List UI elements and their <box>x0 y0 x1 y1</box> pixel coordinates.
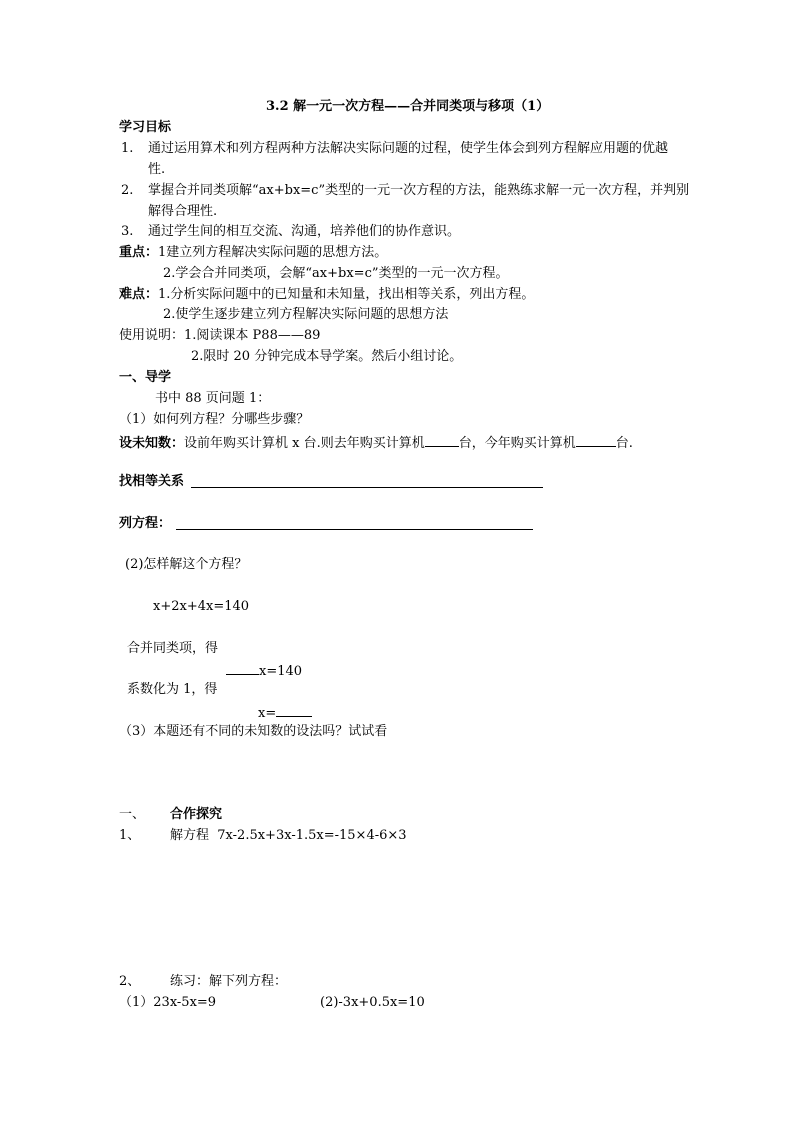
question-1: （1）如何列方程？分哪些步骤？ <box>119 412 310 427</box>
combined-equation <box>226 662 302 678</box>
question-2: (2)怎样解这个方程？ <box>125 557 248 572</box>
key-points <box>119 246 387 259</box>
set-unknown-text-3: 台. <box>615 436 633 451</box>
cooperate-heading: 合作探究 <box>170 807 223 822</box>
cooperate-item-2-label: 练习：解下列方程： <box>170 974 288 989</box>
coefficient-blank[interactable] <box>226 662 259 675</box>
usage-label: 使用说明： <box>119 328 185 343</box>
difficulties <box>119 288 534 301</box>
usage-line2: 2.限时 20 分钟完成本导学案。然后小组讨论。 <box>191 349 463 364</box>
cooperate-number: 一、 <box>119 807 146 822</box>
equation-label: 列方程： <box>119 516 172 531</box>
objective-1-line1: 通过运用算术和列方程两种方法解决实际问题的过程，使学生体会到列方程解应用题的优越 <box>148 141 669 156</box>
last-year-blank[interactable] <box>425 434 459 447</box>
difficulties-line1: 1.分析实际问题中的已知量和未知量，找出相等关系，列出方程。 <box>158 287 535 302</box>
relation-answer-line[interactable] <box>191 487 543 488</box>
combine-like-terms: 合并同类项，得 <box>127 641 219 656</box>
set-unknown-text-1: 设前年购买计算机 x 台.则去年购买计算机 <box>184 436 425 451</box>
difficulties-line2: 2.使学生逐步建立列方程解决实际问题的思想方法 <box>163 307 449 322</box>
relation-label: 找相等关系 <box>119 474 185 489</box>
guide-intro: 书中 88 页问题 1： <box>155 391 271 406</box>
objective-3-line1: 通过学生间的相互交流、沟通，培养他们的协作意识。 <box>148 224 461 239</box>
exercise-2: (2)-3x+0.5x=10 <box>320 995 425 1010</box>
coefficient-to-one: 系数化为 1，得 <box>127 682 218 697</box>
solution-line <box>258 704 312 720</box>
exercise-1: （1）23x-5x=9 <box>119 995 217 1010</box>
set-unknown-line <box>119 434 633 450</box>
set-unknown-label: 设未知数： <box>119 436 185 451</box>
usage-line1: 1.阅读课本 P88——89 <box>184 328 321 343</box>
objective-1-number: 1. <box>121 141 134 156</box>
objectives-heading: 学习目标 <box>119 120 172 135</box>
cooperate-item-1-label: 解方程 <box>170 828 210 843</box>
combined-equation-suffix: x=140 <box>259 664 303 679</box>
equation-example: x+2x+4x=140 <box>153 599 250 614</box>
this-year-blank[interactable] <box>576 434 616 447</box>
cooperate-item-1 <box>170 829 407 842</box>
cooperate-item-1-equation: 7x-2.5x+3x-1.5x=-15×4-6×3 <box>217 828 407 843</box>
key-points-line2: 2.学会合并同类项，会解“ax+bx=c”类型的一元一次方程。 <box>163 266 509 281</box>
page-title: 3.2 解一元一次方程——合并同类项与移项（1） <box>266 99 550 114</box>
objective-2-line2: 解得合理性. <box>148 204 218 219</box>
objective-3-number: 3. <box>121 224 134 239</box>
question-3: （3）本题还有不同的未知数的设法吗？试试看 <box>119 724 388 739</box>
set-unknown-text-2: 台，今年购买计算机 <box>458 436 576 451</box>
solution-prefix: x= <box>258 706 277 721</box>
equation-answer-line[interactable] <box>176 529 533 530</box>
objective-2-number: 2. <box>121 183 134 198</box>
guide-heading: 一、导学 <box>119 370 172 385</box>
objective-1-line2: 性. <box>148 162 166 177</box>
key-points-label: 重点： <box>119 245 159 260</box>
solution-blank[interactable] <box>276 704 312 717</box>
difficulties-label: 难点： <box>119 287 159 302</box>
cooperate-item-1-number: 1、 <box>119 828 141 843</box>
key-points-line1: 1建立列方程解决实际问题的思想方法。 <box>158 245 388 260</box>
objective-2-line1: 掌握合并同类项解“ax+bx=c”类型的一元一次方程的方法，能熟练求解一元一次方程，并判别 <box>148 183 690 198</box>
usage <box>119 329 320 342</box>
cooperate-item-2-number: 2、 <box>119 974 141 989</box>
